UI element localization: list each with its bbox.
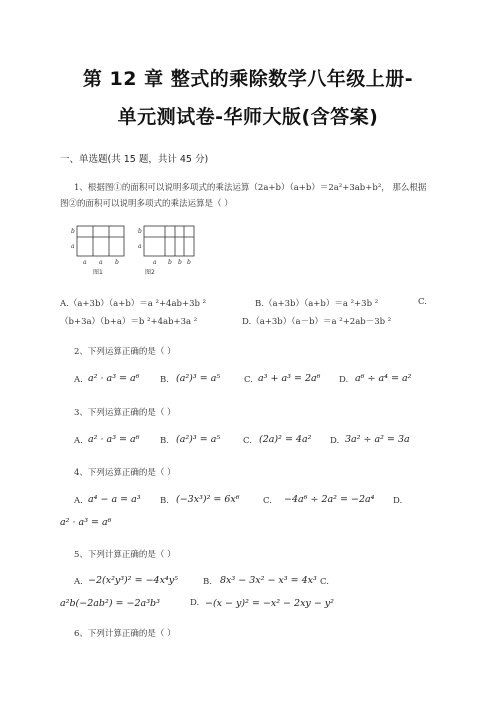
q2-option-d-label: D. bbox=[339, 375, 349, 385]
figure-2 bbox=[144, 226, 194, 256]
q4-stem: 4、下列运算正确的是（ ） bbox=[74, 468, 176, 478]
q2-option-b-math: (a²)³ = a⁵ bbox=[176, 373, 221, 384]
q3-option-a-label: A. bbox=[74, 436, 83, 446]
q5-option-b-math: 8x³ − 3x² − x³ = 4x³ bbox=[220, 575, 317, 586]
document-title-line-2: 单元测试卷-华师大版(含答案) bbox=[117, 106, 379, 128]
q2-option-a-label: A. bbox=[74, 375, 83, 385]
fig2-bottom-label: a bbox=[153, 259, 157, 266]
figure-1-outline bbox=[77, 226, 124, 256]
q3-option-b-label: B. bbox=[160, 436, 169, 446]
q4-option-b-math: (−3x³)² = 6x⁶ bbox=[176, 494, 240, 505]
fig1-bottom-label: b bbox=[115, 259, 119, 266]
q3-stem: 3、下列运算正确的是（ ） bbox=[74, 408, 176, 418]
q4-option-b-label: B. bbox=[160, 496, 169, 506]
fig2-left-label: b bbox=[138, 228, 142, 235]
q5-option-d-math: −(x − y)² = −x² − 2xy − y² bbox=[205, 598, 334, 609]
fig2-left-label: a bbox=[138, 243, 142, 250]
fig1-left-label: a bbox=[71, 243, 75, 250]
fig2-bottom-label: b bbox=[187, 259, 191, 266]
q5-option-c-label: C. bbox=[320, 577, 329, 587]
q2-option-b-label: B. bbox=[160, 375, 169, 385]
q3-option-d-label: D. bbox=[330, 436, 340, 446]
q5-option-b-label: B. bbox=[203, 577, 212, 587]
q1-option-c: （b+3a）（b+a）＝b ²+4ab+3a ² bbox=[60, 317, 198, 327]
figure-1 bbox=[77, 226, 124, 256]
q4-option-c-label: C. bbox=[263, 496, 272, 506]
document-title-line-1: 第 12 章 整式的乘除数学八年级上册- bbox=[82, 68, 414, 90]
q2-option-a-math: a² · a³ = a⁶ bbox=[88, 373, 140, 384]
section-heading: 一、单选题(共 15 题，共计 45 分) bbox=[60, 154, 209, 165]
q4-option-c-math: −4a⁶ ÷ 2a² = −2a⁴ bbox=[284, 494, 375, 505]
q1-stem-line-1: 1、根据图①的面积可以说明多项式的乘法运算（2a+b）（a+b）＝2a²+3ab+b²， 那么根据 bbox=[74, 183, 427, 193]
q2-option-c-math: a³ + a³ = 2a⁶ bbox=[258, 373, 321, 384]
fig2-caption: 图2 bbox=[145, 269, 155, 276]
q2-option-d-math: a⁶ ÷ a⁴ = a² bbox=[355, 373, 412, 384]
fig1-left-label: b bbox=[71, 228, 75, 235]
q1-stem-line-2: 图②的面积可以说明多项式的乘法运算是（ ） bbox=[60, 199, 233, 209]
q1-option-d: D.（a+3b）（a－b）＝a ²+2ab－3b ² bbox=[242, 317, 392, 327]
q2-stem: 2、下列运算正确的是（ ） bbox=[74, 347, 176, 357]
q1-figure bbox=[68, 224, 200, 278]
fig2-bottom-label: b bbox=[178, 259, 182, 266]
fig2-bottom-label: b bbox=[168, 259, 172, 266]
q4-option-d-math: a² · a³ = a⁶ bbox=[60, 517, 112, 528]
q5-option-a-math: −2(x²y³)² = −4x⁴y⁵ bbox=[88, 575, 178, 586]
q5-option-a-label: A. bbox=[74, 577, 83, 587]
q1-option-b: B.（a+3b）（a+b）＝a ²+3b ² bbox=[255, 299, 379, 309]
q2-option-c-label: C. bbox=[244, 375, 253, 385]
fig1-bottom-label: a bbox=[99, 259, 103, 266]
q5-option-d-label: D. bbox=[190, 598, 200, 608]
q3-option-b-math: (a²)³ = a⁵ bbox=[176, 434, 221, 445]
q5-stem: 5、下列计算正确的是（ ） bbox=[74, 550, 176, 560]
fig1-bottom-label: a bbox=[83, 259, 87, 266]
q3-option-a-math: a² · a³ = a⁶ bbox=[88, 434, 140, 445]
q6-stem: 6、下列计算正确的是（ ） bbox=[74, 629, 176, 639]
q1-option-c-label: C. bbox=[418, 297, 427, 307]
q4-option-a-label: A. bbox=[74, 496, 83, 506]
figure-2-outline bbox=[144, 226, 194, 256]
q1-option-a: A.（a+3b）（a+b）＝a ²+4ab+3b ² bbox=[60, 299, 207, 309]
fig1-caption: 图1 bbox=[93, 269, 103, 276]
q5-option-c-math: a²b(−2ab²) = −2a³b³ bbox=[60, 598, 160, 609]
q4-option-d-label: D. bbox=[393, 496, 403, 506]
q3-option-c-math: (2a)² = 4a² bbox=[259, 434, 312, 445]
q4-option-a-math: a⁴ − a = a³ bbox=[88, 494, 141, 505]
q3-option-c-label: C. bbox=[243, 436, 252, 446]
q3-option-d-math: 3a² ÷ a² = 3a bbox=[345, 434, 410, 445]
